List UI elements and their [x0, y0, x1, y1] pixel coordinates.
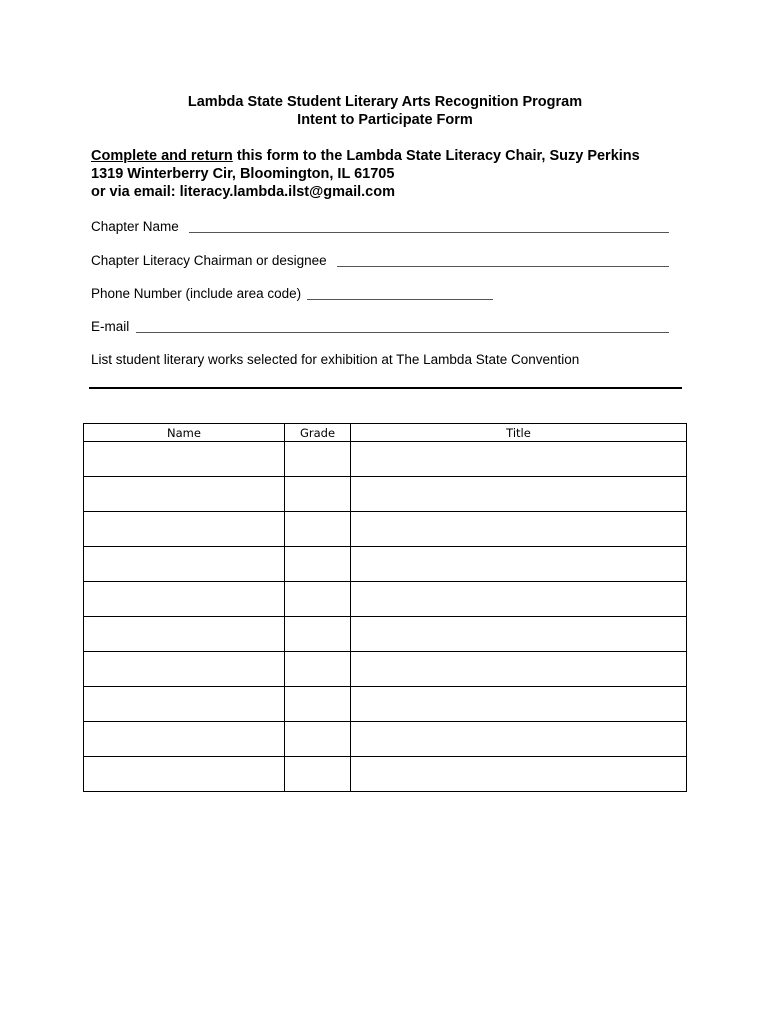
column-header-title: Title	[351, 424, 687, 442]
name-cell[interactable]	[84, 722, 285, 757]
grade-cell[interactable]	[285, 547, 351, 582]
title-cell[interactable]	[351, 442, 687, 477]
title-cell[interactable]	[351, 617, 687, 652]
phone-label: Phone Number (include area code)	[91, 286, 302, 301]
title-cell[interactable]	[351, 477, 687, 512]
title-cell[interactable]	[351, 652, 687, 687]
grade-cell[interactable]	[285, 757, 351, 792]
works-table	[83, 423, 687, 792]
table-row	[84, 652, 687, 687]
title-cell[interactable]	[351, 757, 687, 792]
grade-cell[interactable]	[285, 722, 351, 757]
table-row	[84, 582, 687, 617]
instructions-line-1	[91, 147, 640, 165]
chapter-name-field	[91, 219, 669, 235]
title-cell[interactable]	[351, 547, 687, 582]
instructions-line-1-rest: this form to the Lambda State Literacy Chair, Suzy Perkins	[232, 148, 640, 164]
name-cell[interactable]	[84, 582, 285, 617]
works-list-label: List student literary works selected for exhibition at The Lambda State Convention	[91, 352, 580, 367]
table-row	[84, 512, 687, 547]
chapter-name-label: Chapter Name	[91, 219, 179, 234]
table-row	[84, 757, 687, 792]
chairman-field	[91, 253, 669, 269]
chairman-input-line[interactable]	[337, 256, 669, 267]
table-header-row	[84, 424, 687, 442]
phone-field	[91, 286, 493, 302]
grade-cell[interactable]	[285, 512, 351, 547]
form-title: Lambda State Student Literary Arts Recognition Program	[187, 94, 583, 110]
instructions-email: or via email: literacy.lambda.ilst@gmail.com	[91, 184, 395, 200]
table-row	[84, 722, 687, 757]
grade-cell[interactable]	[285, 582, 351, 617]
phone-input-line[interactable]	[307, 289, 493, 300]
table-row	[84, 442, 687, 477]
divider	[89, 387, 682, 389]
table-row	[84, 477, 687, 512]
name-cell[interactable]	[84, 617, 285, 652]
title-cell[interactable]	[351, 512, 687, 547]
name-cell[interactable]	[84, 652, 285, 687]
name-cell[interactable]	[84, 512, 285, 547]
email-field	[91, 319, 669, 335]
name-cell[interactable]	[84, 547, 285, 582]
column-header-grade: Grade	[285, 424, 351, 442]
name-cell[interactable]	[84, 687, 285, 722]
email-input-line[interactable]	[136, 322, 669, 333]
chairman-label: Chapter Literacy Chairman or designee	[91, 253, 327, 268]
grade-cell[interactable]	[285, 652, 351, 687]
title-cell[interactable]	[351, 722, 687, 757]
grade-cell[interactable]	[285, 617, 351, 652]
table-row	[84, 617, 687, 652]
form-subtitle: Intent to Participate Form	[297, 112, 473, 128]
table-row	[84, 547, 687, 582]
column-header-name: Name	[84, 424, 285, 442]
grade-cell[interactable]	[285, 442, 351, 477]
grade-cell[interactable]	[285, 477, 351, 512]
instructions-address: 1319 Winterberry Cir, Bloomington, IL 61705	[91, 166, 395, 182]
title-cell[interactable]	[351, 687, 687, 722]
title-cell[interactable]	[351, 582, 687, 617]
table-row	[84, 687, 687, 722]
email-label: E-mail	[91, 319, 130, 334]
name-cell[interactable]	[84, 477, 285, 512]
name-cell[interactable]	[84, 442, 285, 477]
grade-cell[interactable]	[285, 687, 351, 722]
chapter-name-input-line[interactable]	[189, 222, 669, 233]
instructions-emphasis: Complete and return	[91, 148, 233, 164]
name-cell[interactable]	[84, 757, 285, 792]
